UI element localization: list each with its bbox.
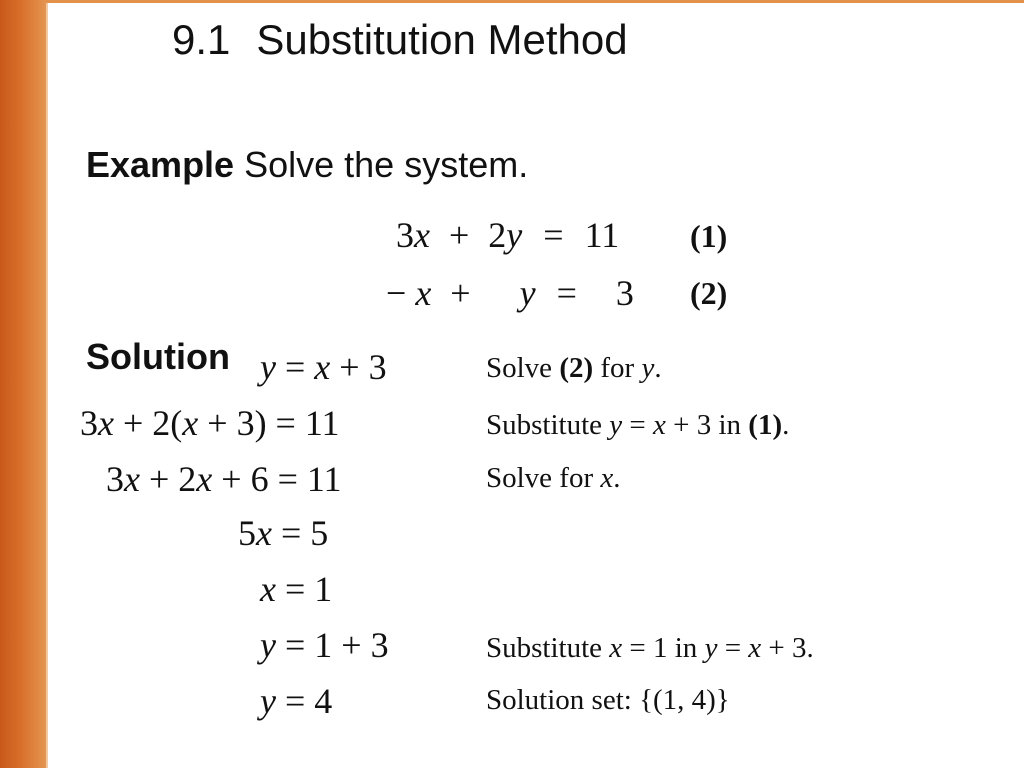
- example-label: Example: [86, 144, 235, 185]
- system-equation-2: − x + y = 3: [386, 273, 634, 313]
- side-accent-edge: [46, 0, 48, 768]
- side-accent-bar: [0, 0, 46, 768]
- system-equation-1: 3x + 2y = 11: [396, 215, 620, 255]
- solution-note-2: Substitute y = x + 3 in (1).: [486, 409, 790, 441]
- solution-step-7: y = 4: [260, 681, 333, 721]
- equation-label-1: (1): [690, 218, 728, 254]
- solution-note-1: Solve (2) for y.: [486, 352, 662, 384]
- solution-note-4: Substitute x = 1 in y = x + 3.: [486, 632, 814, 664]
- solution-note-3: Solve for x.: [486, 462, 621, 494]
- example-heading: [86, 144, 528, 186]
- solution-step-4: 5x = 5: [238, 513, 329, 553]
- top-accent-line: [46, 0, 1024, 3]
- example-text: Solve the system.: [244, 144, 529, 185]
- solution-step-6: y = 1 + 3: [260, 625, 389, 665]
- slide-title: [172, 16, 628, 64]
- solution-step-3: 3x + 2x + 6 = 11: [106, 459, 342, 499]
- section-number: 9.1: [172, 16, 231, 63]
- solution-step-2: 3x + 2(x + 3) = 11: [80, 403, 340, 443]
- equation-label-2: (2): [690, 275, 728, 311]
- solution-step-5: x = 1: [260, 569, 333, 609]
- section-title: Substitution Method: [256, 16, 628, 63]
- solution-label: Solution: [86, 336, 230, 377]
- solution-step-1: y = x + 3: [260, 347, 387, 387]
- solution-note-5: Solution set: {(1, 4)}: [486, 684, 730, 716]
